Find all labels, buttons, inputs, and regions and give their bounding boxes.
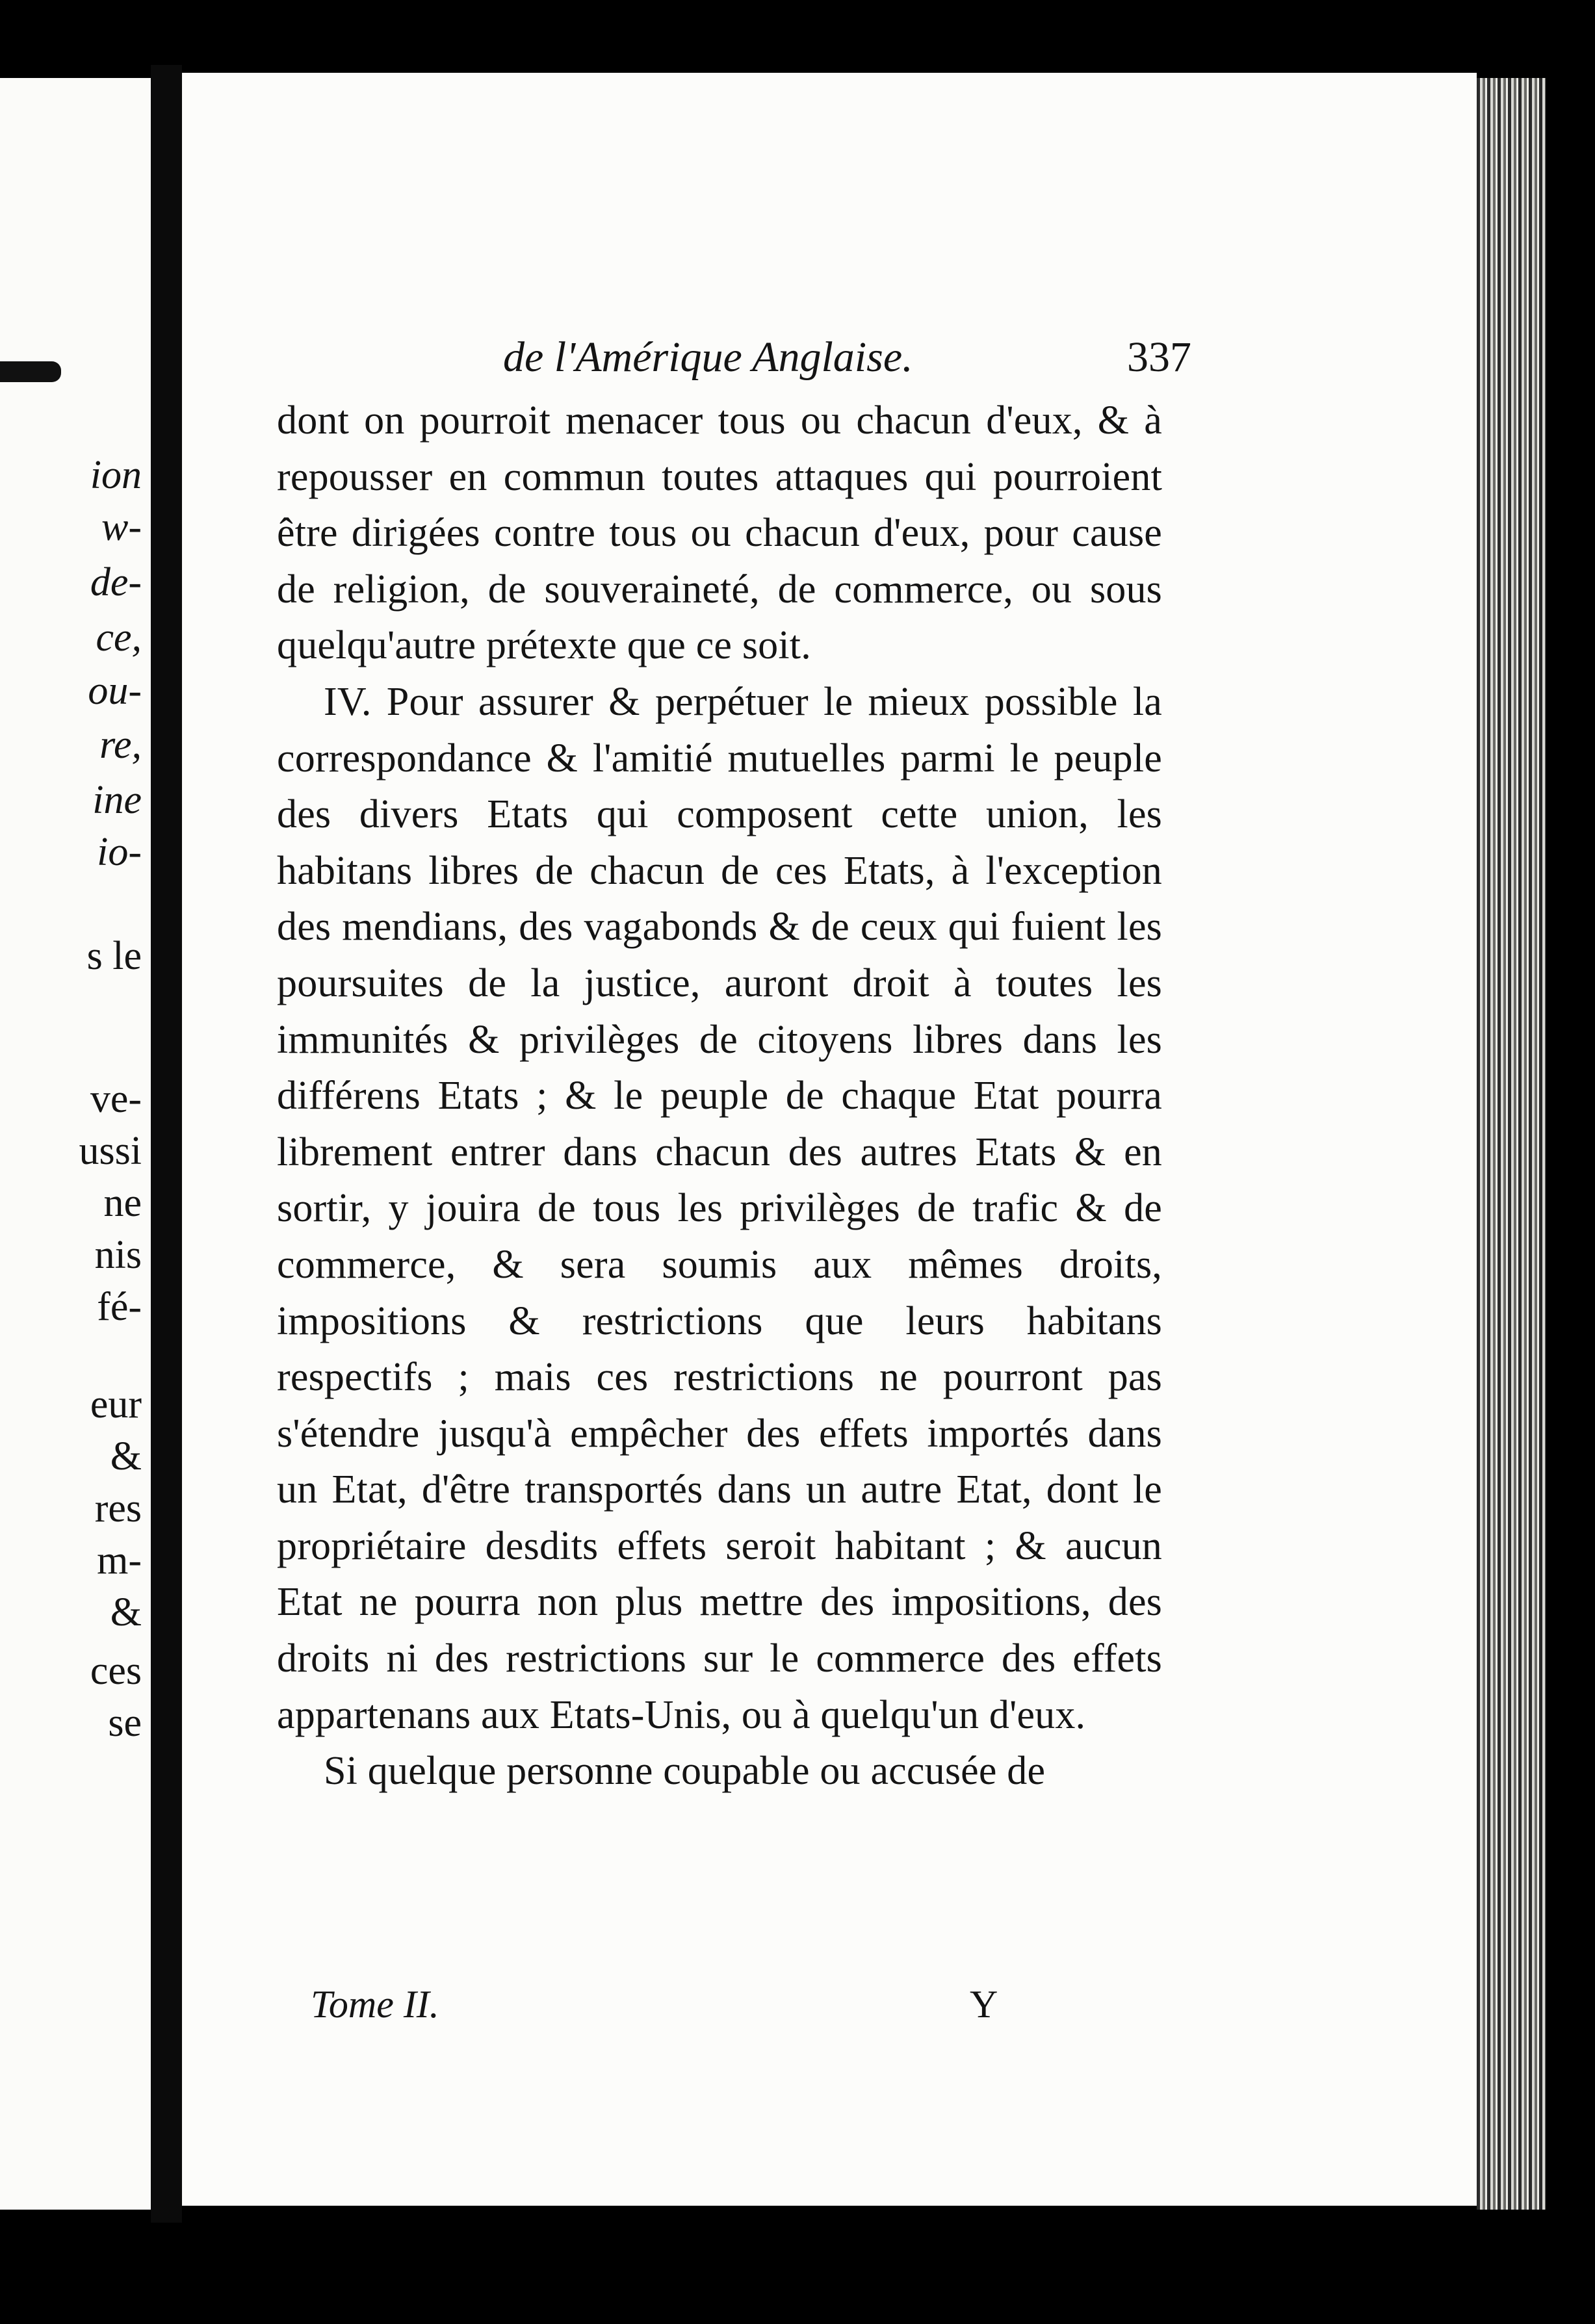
facing-page-line: & <box>110 1590 142 1634</box>
signature-line <box>277 1982 1162 2034</box>
gathering-letter: Y <box>970 1983 998 2026</box>
facing-page-fragment <box>0 78 151 2210</box>
facing-page-line: re, <box>99 723 142 767</box>
facing-page-line: ine <box>92 778 142 822</box>
paragraph: IV. Pour assurer & perpétuer le mieux possible la correspondance & l'amitié mutuelles parmi le peuple des divers Etats qui composent cette union, les habitans libres de chacun de ces Etats, à l'exception des mendians, des vagabonds & de ceux qui fuient les poursuites de la justice, auront droit à toutes les immunités & privilèges de citoyens libres dans les différens Etats ; & le peuple de chaque Etat pourra librement entrer dans chacun des autres Etats & en sortir, y jouira de tous les privilèges de trafic & de commerce, & sera soumis aux mêmes droits, impositions & restrictions que leurs habitans respectifs ; mais ces restrictions ne pourront pas s'étendre jusqu'à empêcher des effets importés dans un Etat, d'être transportés dans un autre Etat, dont le propriétaire desdits effets seroit habitant ; & aucun Etat ne pourra non plus mettre des impositions, des droits ni des restrictions sur le commerce des effets appartenans aux Etats-Unis, ou à quelqu'un d'eux. <box>277 679 1162 1737</box>
volume-signature: Tome II. <box>311 1983 439 2026</box>
facing-page-line: ne <box>103 1181 142 1225</box>
facing-page-line: res <box>94 1486 142 1530</box>
facing-page-line: fé- <box>97 1285 142 1329</box>
facing-page-line: m- <box>97 1538 142 1582</box>
facing-page-line: w- <box>101 505 142 549</box>
facing-page-line: nis <box>94 1233 142 1277</box>
facing-page-line: ve- <box>90 1077 142 1121</box>
facing-page-line: de- <box>90 560 142 604</box>
facing-page-line: ussi <box>79 1129 142 1173</box>
running-head <box>182 333 1477 391</box>
ornamental-rule <box>0 361 61 382</box>
facing-page-line: se <box>108 1701 142 1745</box>
facing-page-line: ou- <box>88 669 142 713</box>
paragraph: dont on pourroit menacer tous ou chacun d'eux, & à repousser en commun toutes attaques qui pourroient être dirigées contre tous ou chacun d'eux, pour cause de religion, de souveraineté, de commerce, ou sous quelqu'autre prétexte que ce soit. <box>277 398 1162 668</box>
page-number: 337 <box>1127 333 1191 381</box>
facing-page-line: io- <box>97 830 142 874</box>
running-title: de l'Amérique Anglaise. <box>503 333 913 381</box>
page-edges <box>1477 78 1546 2210</box>
facing-page-line: ce, <box>96 615 142 660</box>
facing-page-line: eur <box>90 1382 142 1427</box>
paragraph: Si quelque personne coupable ou accusée de <box>324 1749 1046 1794</box>
book-page <box>182 73 1477 2206</box>
facing-page-line: s le <box>86 934 142 978</box>
body-text <box>277 393 1162 1800</box>
book-gutter <box>151 65 182 2223</box>
facing-page-line: ion <box>90 453 142 497</box>
facing-page-line: ces <box>90 1649 142 1693</box>
facing-page-line: & <box>110 1434 142 1478</box>
